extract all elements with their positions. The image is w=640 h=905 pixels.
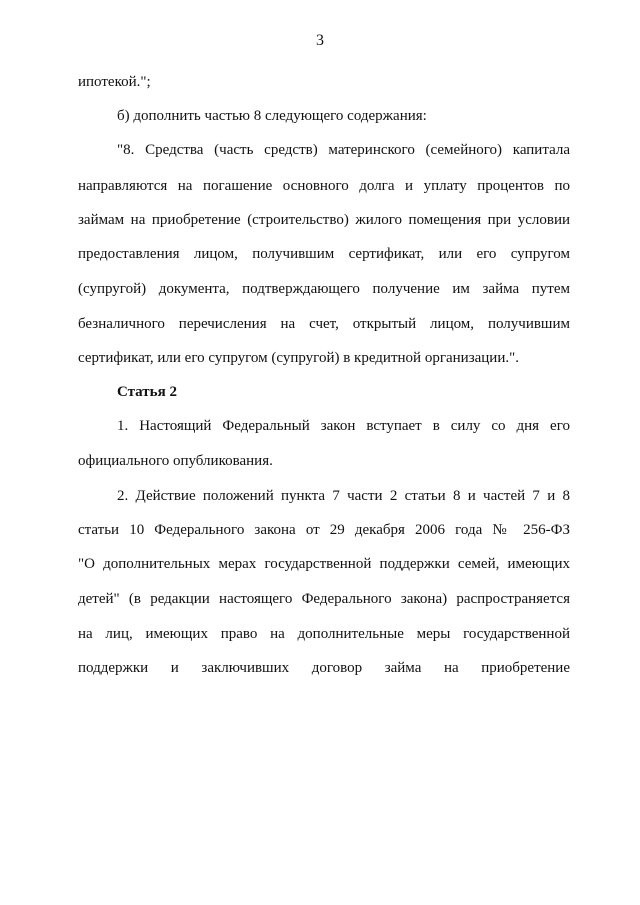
text-line: займам на приобретение (строительство) жилого помещения при условии — [78, 212, 570, 228]
text-line: направляются на погашение основного долга и уплату процентов по — [78, 178, 570, 194]
text-line: сертификат, или его супругом (супругой) в кредитной организации.". — [78, 350, 519, 366]
text-line: "8. Средства (часть средств) материнского (семейного) капитала — [117, 142, 570, 158]
text-line: детей" (в редакции настоящего Федерального закона) распространяется — [78, 591, 570, 607]
text-line: "О дополнительных мерах государственной поддержки семей, имеющих — [78, 556, 570, 572]
text-line: безналичного перечисления на счет, открытый лицом, получившим — [78, 316, 570, 332]
text-line: (супругой) документа, подтверждающего получение им займа путем — [78, 281, 570, 297]
text-line: поддержки и заключивших договор займа на приобретение — [78, 660, 570, 676]
text-line: статьи 10 Федерального закона от 29 декабря 2006 года № 256-ФЗ — [78, 522, 570, 538]
text-line: на лиц, имеющих право на дополнительные меры государственной — [78, 626, 570, 642]
page-number: 3 — [316, 32, 324, 49]
text-line: 2. Действие положений пункта 7 части 2 статьи 8 и частей 7 и 8 — [117, 488, 570, 504]
article-heading: Статья 2 — [117, 384, 177, 400]
text-line: ипотекой."; — [78, 74, 151, 90]
text-line: б) дополнить частью 8 следующего содержания: — [117, 108, 427, 124]
text-line: официального опубликования. — [78, 453, 273, 469]
text-line: 1. Настоящий Федеральный закон вступает в силу со дня его — [117, 418, 570, 434]
text-line: предоставления лицом, получившим сертификат, или его супругом — [78, 246, 570, 262]
